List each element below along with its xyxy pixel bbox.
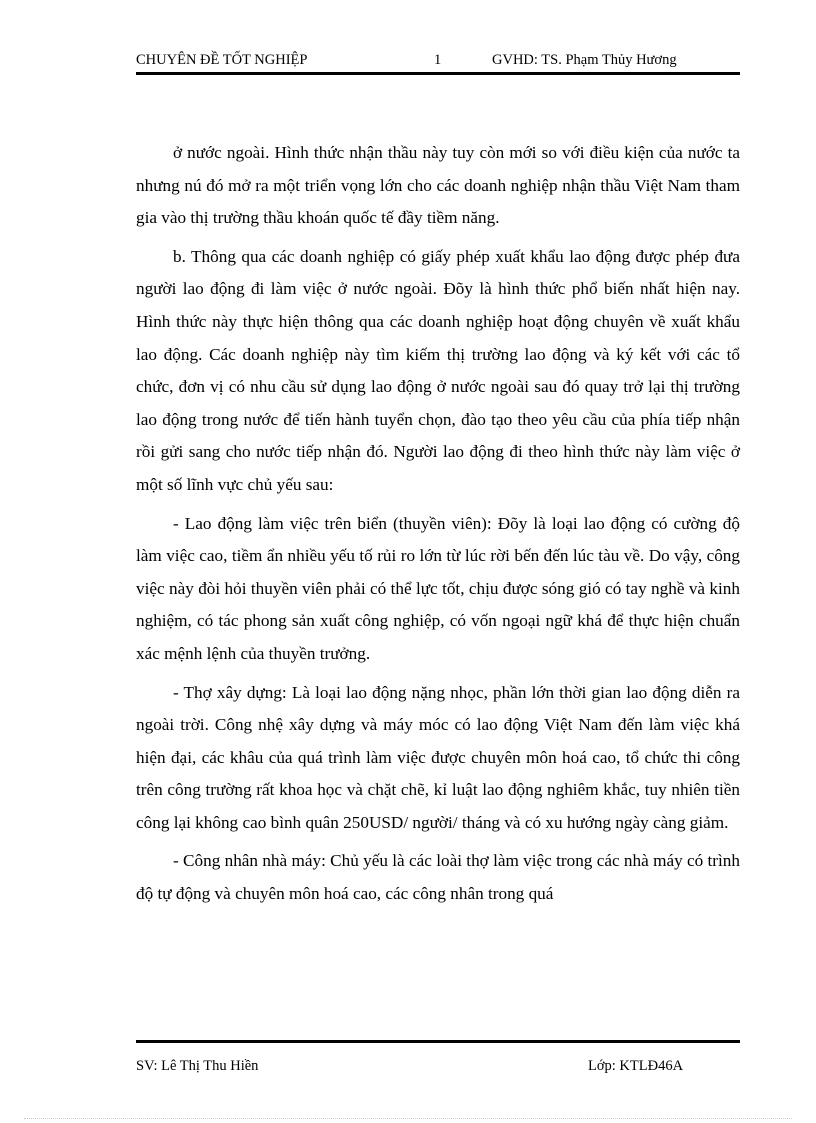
footer-student: SV: Lê Thị Thu Hiền	[136, 1058, 259, 1074]
page-header	[136, 50, 740, 70]
paragraph: ở nước ngoài. Hình thức nhận thầu này tuy còn mới so với điều kiện của nước ta nhưng nú đó mở ra một triển vọng lớn cho các doanh nghiệp nhận thầu Việt Nam tham gia vào thị trường thầu khoán quốc tế đầy tiềm năng.	[136, 143, 740, 228]
page-boundary	[24, 1118, 792, 1119]
paragraph: b. Thông qua các doanh nghiệp có giấy phép xuất khẩu lao động được phép đưa người lao động đi làm việc ở nước ngoài. Đõy là hình thức phổ biến nhất hiện nay. Hình thức này thực hiện thông qua các doanh nghiệp hoạt động chuyên về xuất khẩu lao động. Các doanh nghiệp này tìm kiếm thị trường lao động và ký kết với các tổ chức, đơn vị có nhu cầu sử dụng lao động ở nước ngoài sau đó quay trở lại thị trường lao động trong nước để tiến hành tuyển chọn, đào tạo theo yêu cầu của phía tiếp nhận rồi gửi sang cho nước tiếp nhận đó. Người lao động đi theo hình thức này làm việc ở một số lĩnh vực chủ yếu sau:	[136, 246, 740, 494]
paragraph: - Công nhân nhà máy: Chủ yếu là các loài thợ làm việc trong các nhà máy có trình độ tự động và chuyên môn hoá cao, các công nhân trong quá	[136, 851, 740, 904]
header-title: CHUYÊN ĐỀ TỐT NGHIỆP	[136, 52, 308, 68]
page-number: 1	[434, 52, 442, 68]
footer-divider	[136, 1040, 740, 1043]
paragraph: - Thợ xây dựng: Là loại lao động nặng nhọc, phần lớn thời gian lao động diễn ra ngoài trời. Công nhệ xây dựng và máy móc có lao động Việt Nam đến làm việc khá hiện đại, các khâu của quá trình làm việc được chuyên môn hoá cao, tổ chức thi công trên công trường rất khoa học và chặt chẽ, kỉ luật lao động nghiêm khắc, tuy nhiên tiền công lại không cao bình quân 250USD/ người/ tháng và có xu hướng ngày càng giảm.	[136, 682, 740, 832]
document-body	[136, 137, 740, 917]
header-supervisor: GVHD: TS. Phạm Thủy Hương	[492, 52, 677, 68]
header-divider	[136, 72, 740, 75]
page-footer	[136, 1056, 740, 1076]
paragraph: - Lao động làm việc trên biển (thuyền viên): Đõy là loại lao động có cường độ làm việc cao, tiềm ẩn nhiều yếu tố rủi ro lớn từ lúc rời bến đến lúc tàu về. Do vậy, công việc này đòi hỏi thuyền viên phải có thể lực tốt, chịu được sóng gió có tay nghề và kinh nghiệm, có tác phong sản xuất công nghiệp, có vốn ngoại ngữ khá để thực hiện chuẩn xác mệnh lệnh của thuyền trưởng.	[136, 513, 740, 663]
footer-class: Lớp: KTLĐ46A	[588, 1058, 684, 1074]
